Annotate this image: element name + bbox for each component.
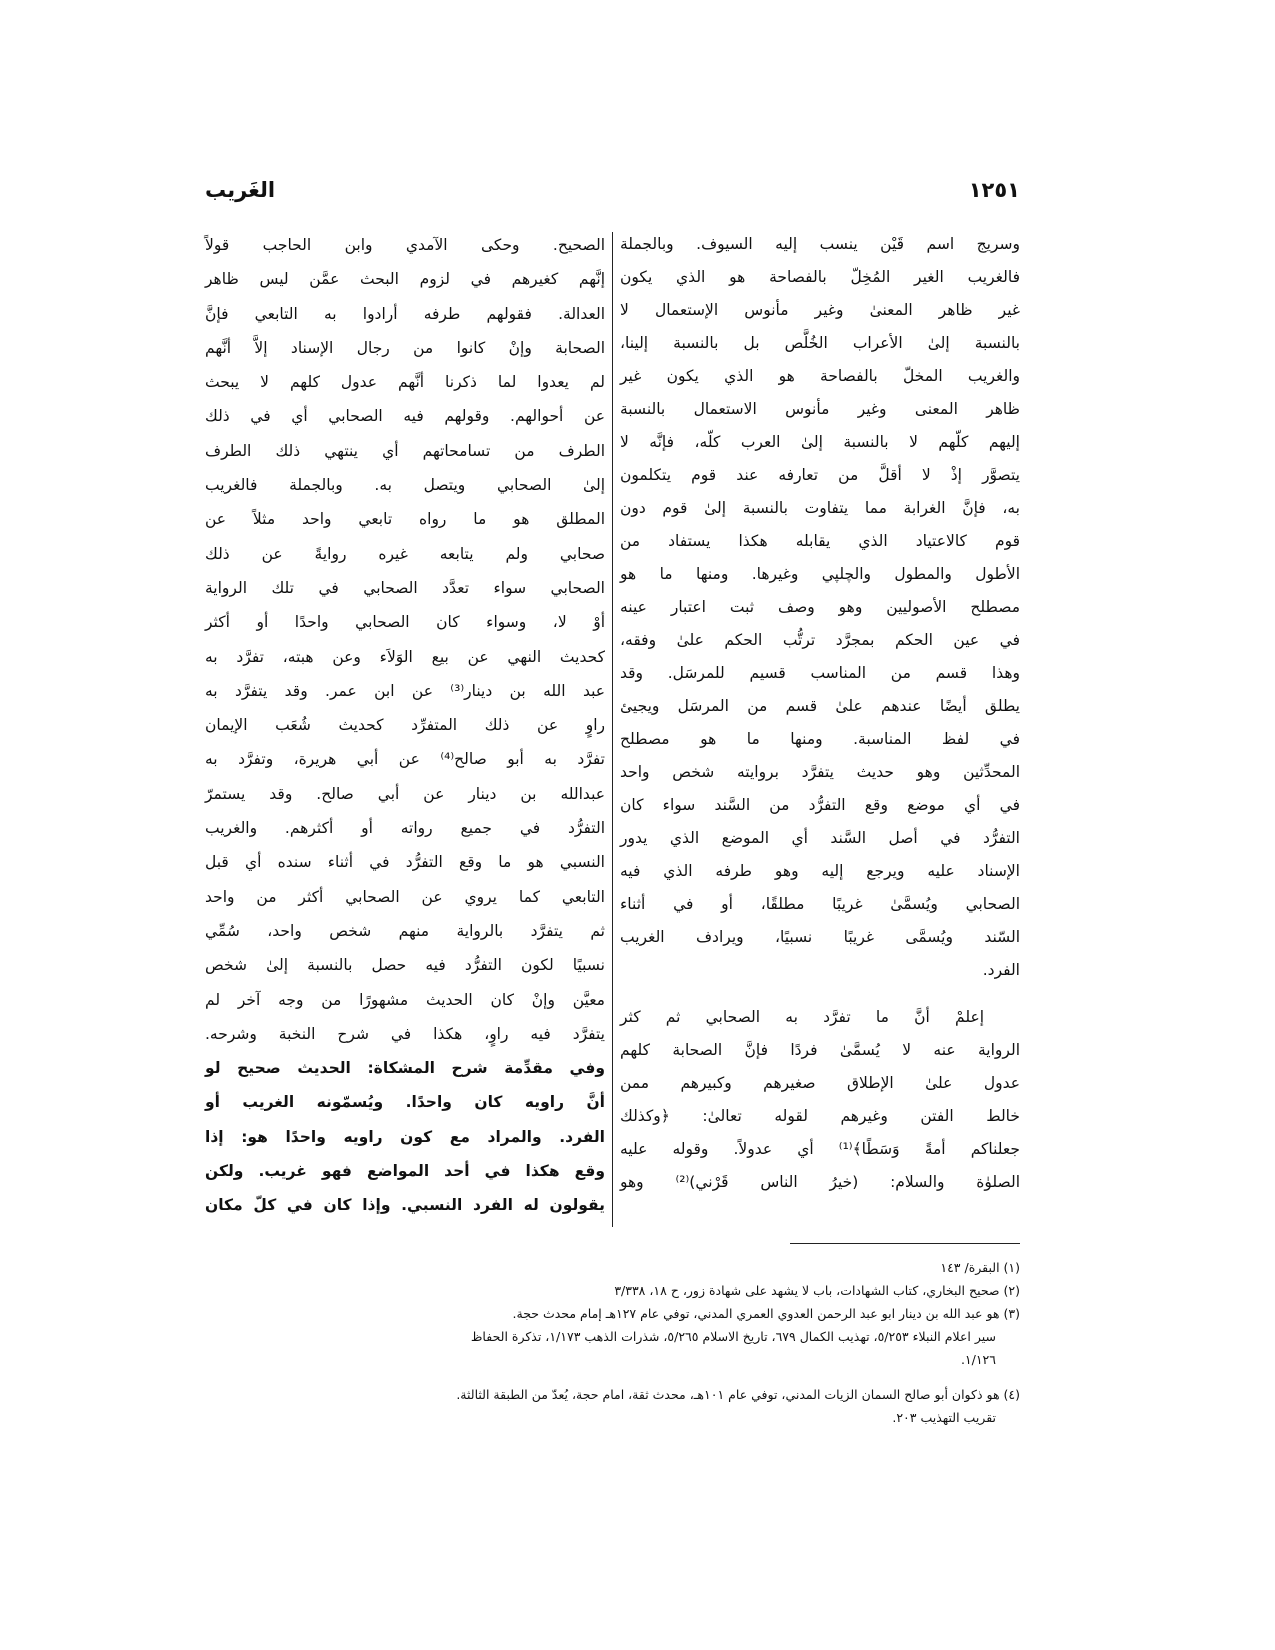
text-line: الطرف من تسامحاتهم أي ينتهي ذلك الطرف (205, 441, 605, 460)
footnote-continuation: ١/١٢٦. (960, 1352, 996, 1367)
footnote-continuation: تقريب التهذيب ٢٠٣. (892, 1410, 996, 1425)
text-line: كحديث النهي عن بيع الوَلاَء وعن هبته، تفرَّد به (205, 647, 605, 666)
text-line: وسريج اسم قَيْن ينسب إليه السيوف. وبالجملة (620, 235, 1020, 253)
text-line: راوٍ عن ذلك المتفرِّد كحديث شُعَب الإيمان (205, 716, 605, 735)
text-line: الرواية عنه لا يُسمَّىٰ فردًا فإنَّ الصحابة كلهم (620, 1041, 1020, 1059)
text-line: والغريب المخلّ بالفصاحة هو الذي يكون غير (620, 367, 1020, 385)
text-line: التابعي كما يروي عن الصحابي أكثر من واحد (205, 887, 605, 906)
text-line: جعلناكم أمةً وَسَطًا﴾⁽¹⁾ أي عدولاً. وقوله عليه (620, 1140, 1020, 1158)
right-text-column (620, 228, 1020, 1199)
text-line: إعلمْ أنَّ ما تفرَّد به الصحابي ثم كثر (620, 1008, 984, 1026)
running-title: الغَريب (205, 178, 276, 202)
text-line: الفرد. (982, 961, 1020, 979)
column-divider (612, 232, 613, 1227)
text-line: التفرُّد في أصل السَّند أي الموضع الذي يدور (620, 829, 1020, 847)
text-line: فالغريب الغير المُخِلّ بالفصاحة هو الذي يكون (620, 268, 1020, 286)
text-line: الأطول والمطول والچلپي وغيرها. ومنها ما هو (620, 565, 1020, 583)
text-line: به، فإنَّ الغرابة مما يتفاوت بالنسبة إلىٰ قوم دون (620, 499, 1020, 517)
text-line: التفرُّد في جميع رواته أو أكثرهم. والغريب (205, 819, 605, 838)
text-line: عبدالله بن دينار عن أبي صالح. وقد يستمرّ (205, 784, 605, 803)
text-line: في أي موضع وقع التفرُّد من السَّند سواء كان (620, 796, 1020, 814)
text-line: المحدِّثين وهو حديث يتفرَّد بروايته شخص واحد (620, 763, 1020, 781)
text-line: يطلق أيضًا عندهم علىٰ قسم من المرسَل ويجيئ (620, 697, 1020, 715)
text-line: إليهم كلّهم لا بالنسبة إلىٰ العرب كلّه، فإنَّه لا (620, 433, 1020, 451)
bold-text-line: أنَّ راويه كان واحدًا. ويُسمّونه الغريب أو (205, 1093, 605, 1112)
text-line: إنَّهم كغيرهم في لزوم البحث عمَّن ليس ظاهر (205, 270, 605, 289)
bold-text-line: الفرد. والمراد مع كون راويه واحدًا هو: إذا (205, 1127, 605, 1146)
text-line: لم يعدوا لما ذكرنا أنَّهم عدول كلهم لا يبحث (205, 373, 605, 392)
text-line: عن أحوالهم. وقولهم فيه الصحابي أي في ذلك (205, 407, 605, 426)
footnote: (٢) صحيح البخاري، كتاب الشهادات، باب لا يشهد على شهادة زور، ح ١٨، ٣/٣٣٨ (614, 1283, 1020, 1298)
text-line: الإسناد عليه ويرجع إليه وهو طرفه الذي فيه (620, 862, 1020, 880)
text-line: المطلق هو ما رواه تابعي واحد مثلاً عن (205, 510, 605, 529)
text-line: في عين الحكم بمجرَّد ترتُّب الحكم علىٰ وفقه، (620, 631, 1020, 649)
bold-text-line: يقولون له الفرد النسبي. وإذا كان في كلّ مكان (205, 1196, 605, 1215)
text-line: تفرَّد به أبو صالح⁽⁴⁾ عن أبي هريرة، وتفرَّد به (205, 750, 605, 769)
footnote: (٣) هو عبد الله بن دينار ابو عبد الرحمن العدوي العمري المدني، توفي عام ١٢٧هـ إمام محدث حجة. (512, 1306, 1020, 1321)
text-line: معيَّن وإنْ كان الحديث مشهورًا من وجه آخر لم (205, 990, 605, 1009)
paragraph-gap (620, 987, 1020, 1001)
text-line: إلىٰ الصحابي ويتصل به. وبالجملة فالغريب (205, 476, 605, 495)
text-line: بالنسبة إلىٰ الأعراب الخُلَّص بل بالنسبة إلينا، (620, 334, 1020, 352)
text-line: خالط الفتن وغيرهم لقوله تعالىٰ: ﴿وكذلك (620, 1107, 1020, 1125)
text-line: في لفظ المناسبة. ومنها ما هو مصطلح (620, 730, 1020, 748)
text-line: الصلوٰة والسلام: (خيرُ الناس قَرْني)⁽²⁾ وهو (620, 1173, 1021, 1191)
text-line: السّند ويُسمَّى غريبًا نسبيًا، ويرادف الغريب (620, 928, 1020, 946)
footnote-continuation: سير اعلام النبلاء ٥/٢٥٣، تهذيب الكمال ٦٧٩، تاريخ الاسلام ٥/٢٦٥، شذرات الذهب ١/١٧٣، تذكرة الحفاظ (470, 1329, 996, 1344)
text-line: النسبي هو ما وقع التفرُّد في أثناء سنده أي قبل (205, 853, 605, 872)
text-line: يتفرَّد فيه راوٍ، هكذا في شرح النخبة وشرحه. (205, 1024, 605, 1043)
footnote: (١) البقرة/ ١٤٣ (940, 1260, 1020, 1275)
text-line: الصحابة وإنْ كانوا من رجال الإسناد إلاَّ أنَّهم (205, 338, 605, 357)
text-line: ظاهر المعنى وغير مأنوس الاستعمال بالنسبة (620, 400, 1020, 418)
text-line: نسبيًا لكون التفرُّد فيه حصل بالنسبة إلىٰ شخص (205, 956, 605, 975)
page-number: ١٢٥١ (968, 178, 1020, 202)
text-line: غير ظاهر المعنىٰ وغير مأنوس الإستعمال لا (620, 301, 1020, 319)
text-line: عدول علىٰ الإطلاق صغيرهم وكبيرهم ممن (620, 1074, 1020, 1092)
text-line: ثم يتفرَّد بالرواية منهم شخص واحد، سُمِّي (205, 921, 605, 940)
text-line: مصطلح الأصوليين وهو وصف ثبت اعتبار عينه (620, 598, 1020, 616)
text-line: العدالة. فقولهم طرفه أرادوا به التابعي فإنَّ (205, 304, 605, 323)
bold-text-line: وفي مقدِّمة شرح المشكاة: الحديث صحيح لو (205, 1059, 605, 1078)
text-line: قوم كالاعتياد الذي يقابله هكذا يستفاد من (620, 532, 1020, 550)
text-line: أوْ لا، وسواء كان الصحابي واحدًا أو أكثر (205, 613, 605, 632)
footnote: (٤) هو ذكوان أبو صالح السمان الزيات المدني، توفي عام ١٠١هـ، محدث ثقة، امام حجة، يُعدّ من الطبقة الثالثة. (456, 1387, 1020, 1402)
text-line: الصحابي ويُسمَّىٰ غريبًا مطلقًا، أو في أثناء (620, 895, 1020, 913)
footnotes (240, 1256, 1020, 1429)
left-text-column (205, 228, 605, 1223)
text-line: صحابي ولم يتابعه غيره روايةً عن ذلك (205, 544, 605, 563)
footnote-separator (790, 1243, 1020, 1244)
text-line: يتصوَّر إذْ لا أقلَّ من تعارفه عند قوم يتكلمون (620, 466, 1020, 484)
text-line: الصحابي سواء تعدَّد الصحابي في تلك الرواية (205, 578, 605, 597)
text-line: عبد الله بن دينار⁽³⁾ عن ابن عمر. وقد يتفرَّد به (205, 681, 606, 700)
text-line: وهذا قسم من المناسب قسيم للمرسَل. وقد (620, 664, 1020, 682)
bold-text-line: وقع هكذا في أحد المواضع فهو غريب. ولكن (205, 1162, 605, 1181)
text-line: الصحيح. وحكى الآمدي وابن الحاجب قولاً (205, 236, 605, 254)
